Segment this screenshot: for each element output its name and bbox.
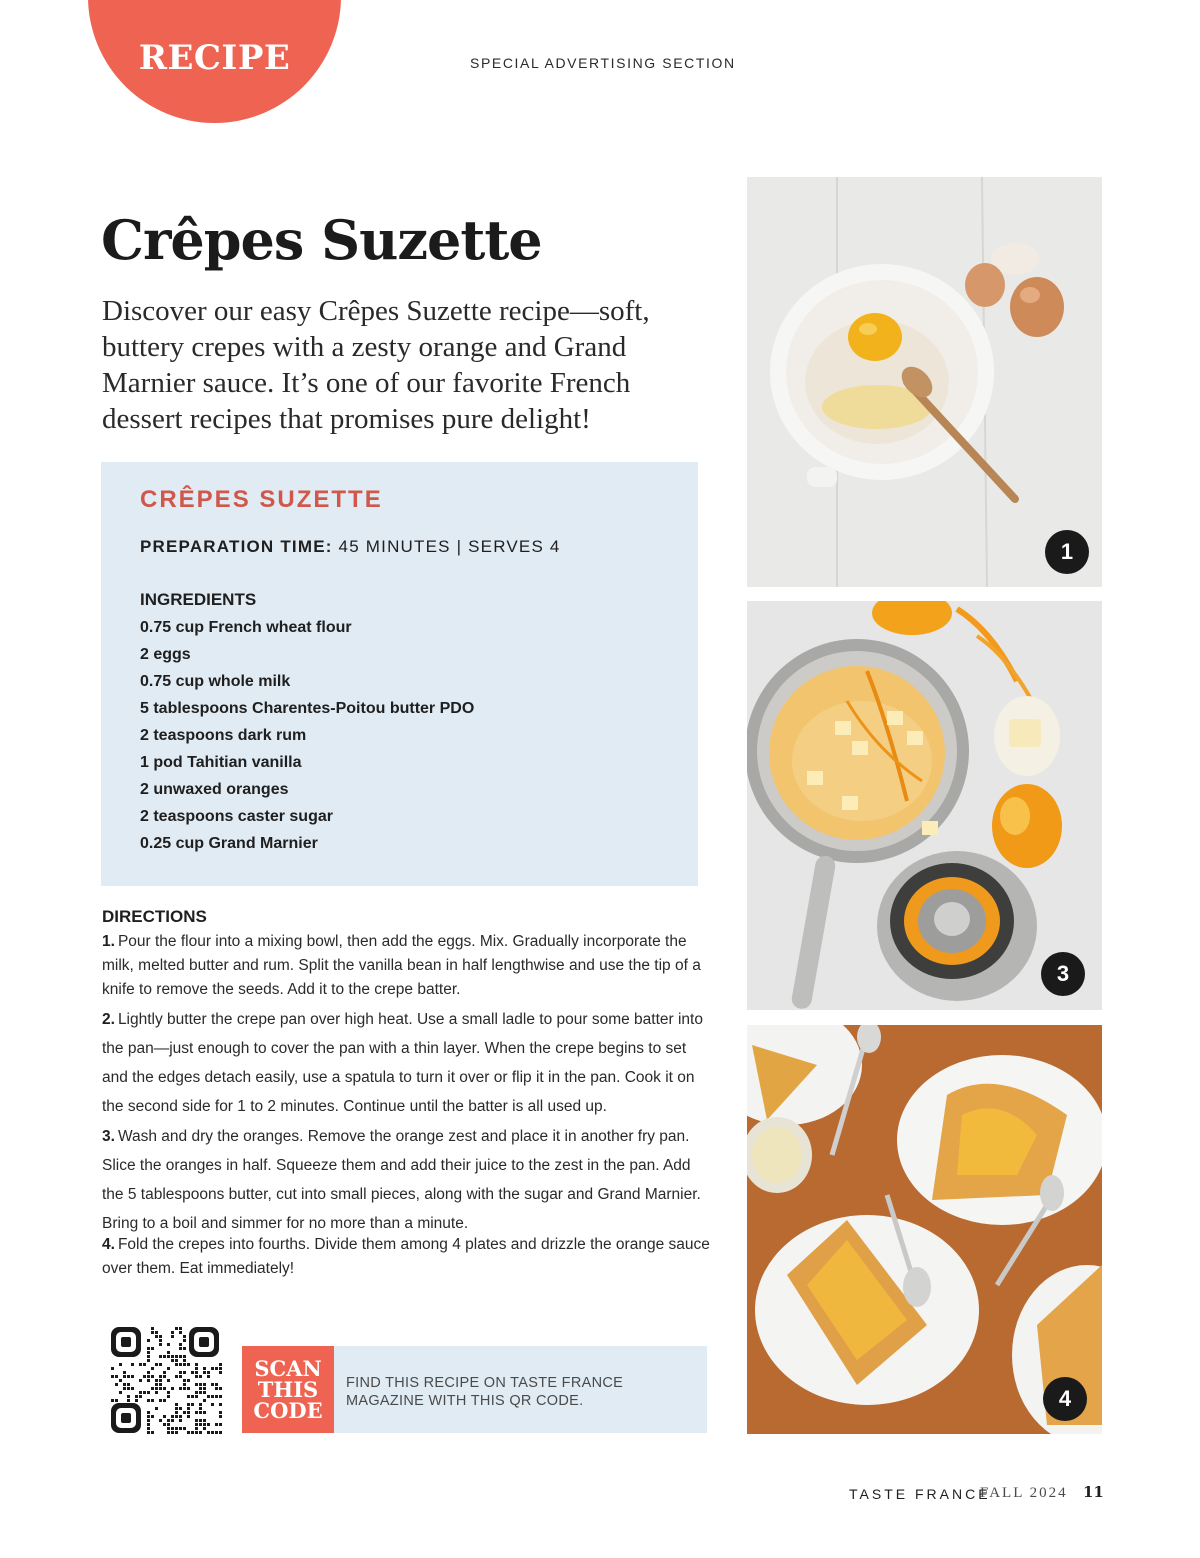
recipe-badge-label: RECIPE (138, 38, 291, 78)
directions-heading: DIRECTIONS (102, 907, 207, 926)
photo-flour-bowl (747, 177, 1102, 587)
ingredient-item: 2 teaspoons dark rum (140, 727, 307, 744)
photo-orange-sauce-pan (747, 601, 1102, 1010)
ingredient-item: 2 eggs (140, 646, 191, 663)
step-text: Wash and dry the oranges. Remove the orange zest and place it in another fry pan. Slice the oranges in half. Squeeze them and add their juice to the zest in the pan. Add the 5 tablespoons butter, cut into small pieces, along with the sugar and Grand Marnier. Bring to a boil and simmer for no more than a minute. (102, 1128, 701, 1232)
footer-issue: FALL 2024 (980, 1485, 1068, 1501)
photo-number-badge: 4 (1043, 1377, 1087, 1421)
direction-step (102, 930, 712, 1002)
ingredient-item: 0.75 cup whole milk (140, 673, 291, 690)
step-text: Lightly butter the crepe pan over high heat. Use a small ladle to pour some batter into the pan—just enough to cover the pan with a thin layer. When the crepe begins to set and the edges detach easily, use a spatula to turn it over or flip it in the pan. Cook it on the second side for 1 to 2 minutes. Continue until the batter is all used up. (102, 1011, 703, 1115)
page-title: Crêpes Suzette (101, 208, 542, 272)
direction-step (102, 1233, 712, 1281)
ingredient-item: 5 tablespoons Charentes-Poitou butter PDO (140, 700, 475, 717)
ingredient-item: 0.75 cup French wheat flour (140, 619, 352, 636)
direction-step (102, 1005, 712, 1121)
footer-magazine: TASTE FRANCE (849, 1486, 991, 1502)
ingredient-item: 2 unwaxed oranges (140, 781, 289, 798)
photo-number-badge: 1 (1045, 530, 1089, 574)
step-text: Fold the crepes into fourths. Divide them among 4 plates and drizzle the orange sauce over them. Eat immediately! (102, 1236, 710, 1277)
step-number: 1. (102, 933, 115, 950)
direction-step (102, 1122, 712, 1238)
qr-code[interactable] (108, 1324, 222, 1436)
step-number: 4. (102, 1236, 115, 1253)
scan-line: CODE (253, 1398, 323, 1423)
step-number: 3. (102, 1128, 115, 1145)
step-text: Pour the flour into a mixing bowl, then add the eggs. Mix. Gradually incorporate the milk, melted butter and rum. Split the vanilla bean in half lengthwise and use the tip of a knife to remove the seeds. Add it to the crepe batter. (102, 933, 701, 998)
section-label: SPECIAL ADVERTISING SECTION (470, 55, 736, 71)
prep-time (140, 537, 561, 557)
ingredient-item: 1 pod Tahitian vanilla (140, 754, 302, 771)
ingredients-heading: INGREDIENTS (140, 590, 257, 609)
page-number: 11 (1083, 1483, 1104, 1501)
ingredient-item: 0.25 cup Grand Marnier (140, 835, 318, 852)
step-number: 2. (102, 1011, 115, 1028)
scan-line: THIS (257, 1377, 319, 1402)
ingredients-list (140, 617, 474, 860)
scan-this-code-label (242, 1346, 334, 1433)
intro-paragraph: Discover our easy Crêpes Suzette recipe—soft, buttery crepes with a zesty orange and Grand Marnier sauce. It’s one of our favorite French dessert recipes that promises pure delight! (102, 295, 650, 435)
scan-line: SCAN (254, 1356, 322, 1381)
qr-info-text: FIND THIS RECIPE ON TASTE FRANCE MAGAZINE WITH THIS QR CODE. (346, 1375, 624, 1409)
recipe-card-title: CRÊPES SUZETTE (140, 486, 383, 513)
photo-plated-crepes (747, 1025, 1102, 1434)
photo-number-badge: 3 (1041, 952, 1085, 996)
prep-time-value: 45 MINUTES | SERVES 4 (338, 537, 561, 556)
prep-time-label: PREPARATION TIME: (140, 537, 333, 556)
ingredient-item: 2 teaspoons caster sugar (140, 808, 333, 825)
